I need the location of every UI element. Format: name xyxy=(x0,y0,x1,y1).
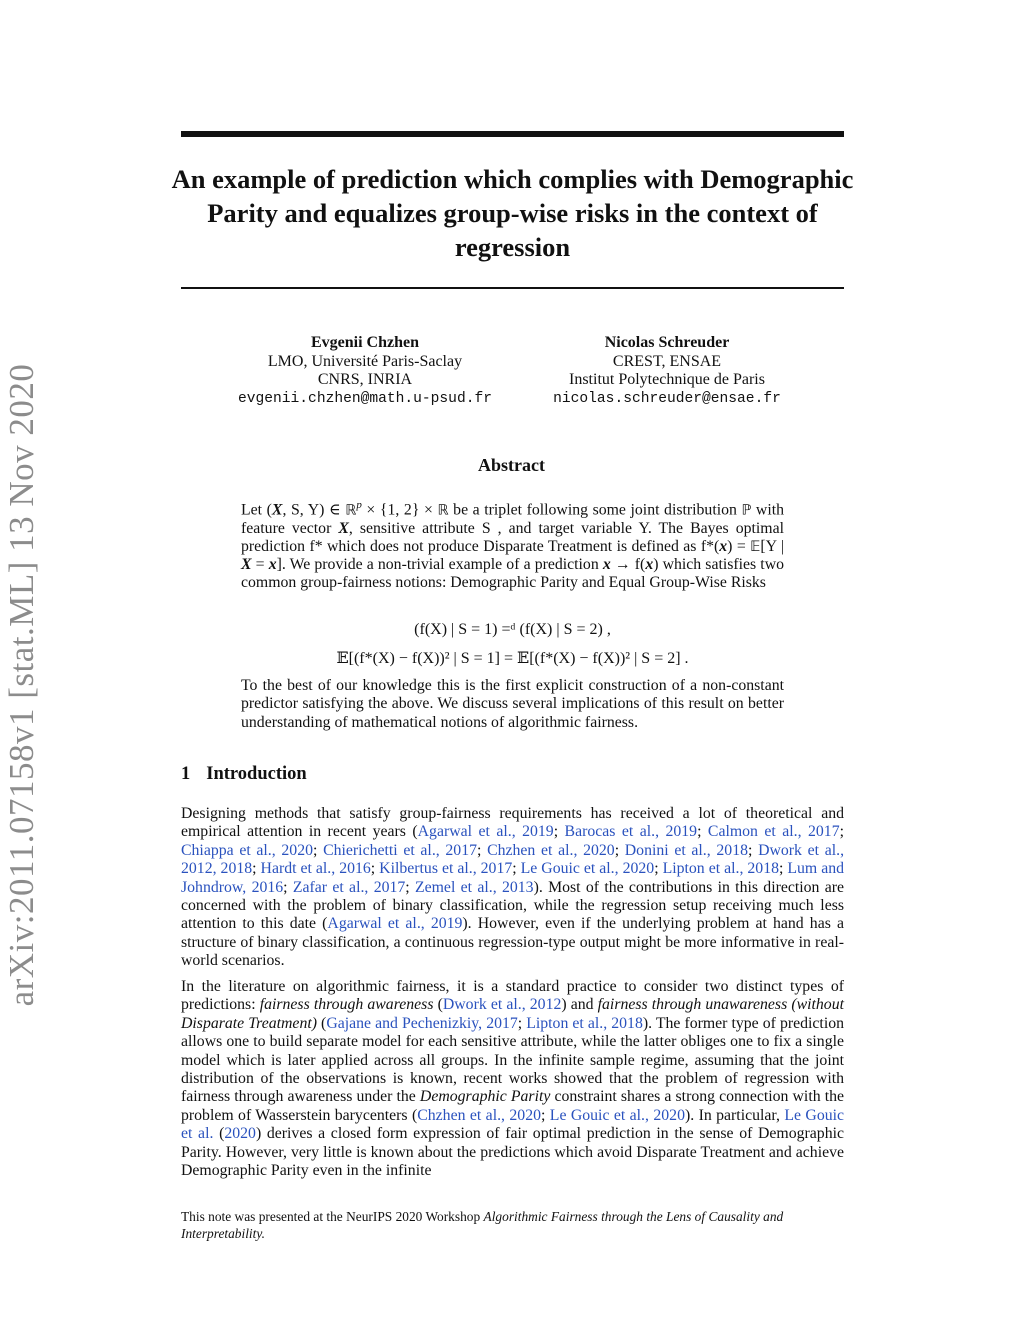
citation-link[interactable]: Lipton et al., 2018 xyxy=(662,860,779,878)
citation-link[interactable]: Agarwal et al., 2019 xyxy=(327,915,463,933)
intro-paragraph-2: In the literature on algorithmic fairness, it is a standard practice to consider two distinct types of predictions: fairness through awareness (Dwork et al., 2012) and fairness through unawareness (without Disparate Treatment) (Gajane and Pechenizkiy, 2017; Lipton et al., 2018). The former type of prediction allows one to build separate model for each sensitive attribute, while the latter obliges one to fix a single model which is later applied across all groups. In the infinite sample regime, assuming that the joint distribution of the observations is known, recent works showed that the problem of regression with fairness through awareness under the Demographic Parity constraint shares a strong connection with the problem of Wasserstein barycenters (Chzhen et al., 2020; Le Gouic et al., 2020). In particular, Le Gouic et al. (2020) derives a closed form expression of fair optimal prediction in the sense of Demographic Parity. However, very little is known about the predictions which avoid Disparate Treatment and achieve Demographic Parity even in the infinite xyxy=(181,978,845,1180)
abstract-paragraph-1: Let (X, S, Y) ∈ ℝ$^p$ × {1, 2} × ℝ be a triplet following some joint distribution ℙ with feature vector X, sensitive attribute S , and target variable Y. The Bayes optimal prediction f* which does not produce Disparate Treatment is defined as f*(x) = 𝔼[Y | X = x]. We provide a non-trivial example of a prediction x → f(x) which satisfies two common group-fairness notions: Demographic Parity and Equal Group-Wise Risks xyxy=(241,499,785,592)
author-name: Nicolas Schreuder xyxy=(604,334,730,351)
author-email[interactable]: nicolas.schreuder@ensae.fr xyxy=(553,390,781,407)
citation-link[interactable]: Kilbertus et al., 2017 xyxy=(379,860,513,878)
author-affiliation: CREST, ENSAE xyxy=(612,352,722,370)
title-bottom-rule xyxy=(181,287,844,289)
citation-link[interactable]: Barocas et al., 2019 xyxy=(564,823,698,841)
citation-link[interactable]: Le Gouic et al., 2020 xyxy=(520,860,655,878)
author-affiliation: CNRS, INRIA xyxy=(317,371,413,388)
citation-link[interactable]: Calmon et al., 2017 xyxy=(707,823,840,841)
citation-link[interactable]: Chiappa et al., 2020 xyxy=(181,841,313,859)
section-number: 1 xyxy=(181,764,191,784)
citation-link[interactable]: Dwork et al., 2012 xyxy=(442,996,562,1014)
section-heading-introduction xyxy=(181,764,307,785)
footnote: This note was presented at the NeurIPS 2020 Workshop Algorithmic Fairness through the Lens of Causality and Interpretability. xyxy=(181,1209,784,1241)
citation-link[interactable]: Chzhen et al., 2020 xyxy=(417,1106,541,1124)
author-email[interactable]: evgenii.chzhen@math.u-psud.fr xyxy=(238,390,492,407)
citation-link[interactable]: Gajane and Pechenizkiy, 2017 xyxy=(326,1014,518,1032)
citation-link[interactable]: Dwork et al., 2012, 2018 xyxy=(181,841,845,878)
section-title: Introduction xyxy=(206,764,307,784)
citation-link[interactable]: Le Gouic et al., 2020 xyxy=(549,1106,685,1124)
abstract-paragraph-2: To the best of our knowledge this is the first explicit construction of a non-constant predictor satisfying the above. We discuss several implications of this result on better understanding of mathematical notions of algorithmic fairness. xyxy=(241,677,784,731)
intro-paragraph-1: Designing methods that satisfy group-fairness requirements has received a lot of theoretical and empirical attention in recent years (Agarwal et al., 2019; Barocas et al., 2019; Calmon et al., 2017; Chiappa et al., 2020; Chierichetti et al., 2017; Chzhen et al., 2020; Donini et al., 2018; Dwork et al., 2012, 2018; Hardt et al., 2016; Kilbertus et al., 2017; Le Gouic et al., 2020; Lipton et al., 2018; Lum and Johndrow, 2016; Zafar et al., 2017; Zemel et al., 2013). Most of the contributions in this direction are concerned with the problem of binary classification, while the regression setup receiving much less attention to this date (Agarwal et al., 2019). However, even if the underlying problem at hand has a structure of binary classification, a continuous regression-type output might be more informative in real-world scenarios. xyxy=(181,805,845,970)
citation-link[interactable]: Zafar et al., 2017 xyxy=(292,878,406,896)
citation-link[interactable]: Hardt et al., 2016 xyxy=(260,860,371,878)
title-top-rule xyxy=(181,131,844,137)
citation-link[interactable]: Lipton et al., 2018 xyxy=(526,1014,643,1032)
citation-link[interactable]: Chierichetti et al., 2017 xyxy=(323,841,477,859)
citation-link[interactable]: Donini et al., 2018 xyxy=(624,841,748,859)
author-affiliation: LMO, Université Paris-Saclay xyxy=(267,352,463,370)
abstract-heading: Abstract xyxy=(478,455,545,475)
citation-link[interactable]: Agarwal et al., 2019 xyxy=(417,823,554,841)
citation-link[interactable]: Chzhen et al., 2020 xyxy=(487,841,615,859)
paper-title: An example of prediction which complies with Demographic Parity and equalizes group-wise risks in the context of regression xyxy=(171,164,854,262)
author-affiliation: Institut Polytechnique de Paris xyxy=(569,371,765,388)
citation-link[interactable]: Zemel et al., 2013 xyxy=(414,878,534,896)
equation-demographic-parity: (f(X) | S = 1) =ᵈ (f(X) | S = 2) , xyxy=(414,621,611,638)
arxiv-side-label: arXiv:2011.07158v1 [stat.ML] 13 Nov 2020 xyxy=(2,363,41,1007)
equation-equal-risks: 𝔼[(f*(X) − f(X))² | S = 1] = 𝔼[(f*(X) − f(X))² | S = 2] . xyxy=(336,650,689,667)
citation-link[interactable]: Lum and Johndrow, 2016 xyxy=(181,860,845,896)
citation-link[interactable]: 2020 xyxy=(224,1125,256,1143)
citation-link[interactable]: Le Gouic et al. xyxy=(181,1106,845,1143)
author-block-2 xyxy=(502,334,832,408)
author-name: Evgenii Chzhen xyxy=(310,334,419,351)
author-block-1 xyxy=(200,334,530,408)
